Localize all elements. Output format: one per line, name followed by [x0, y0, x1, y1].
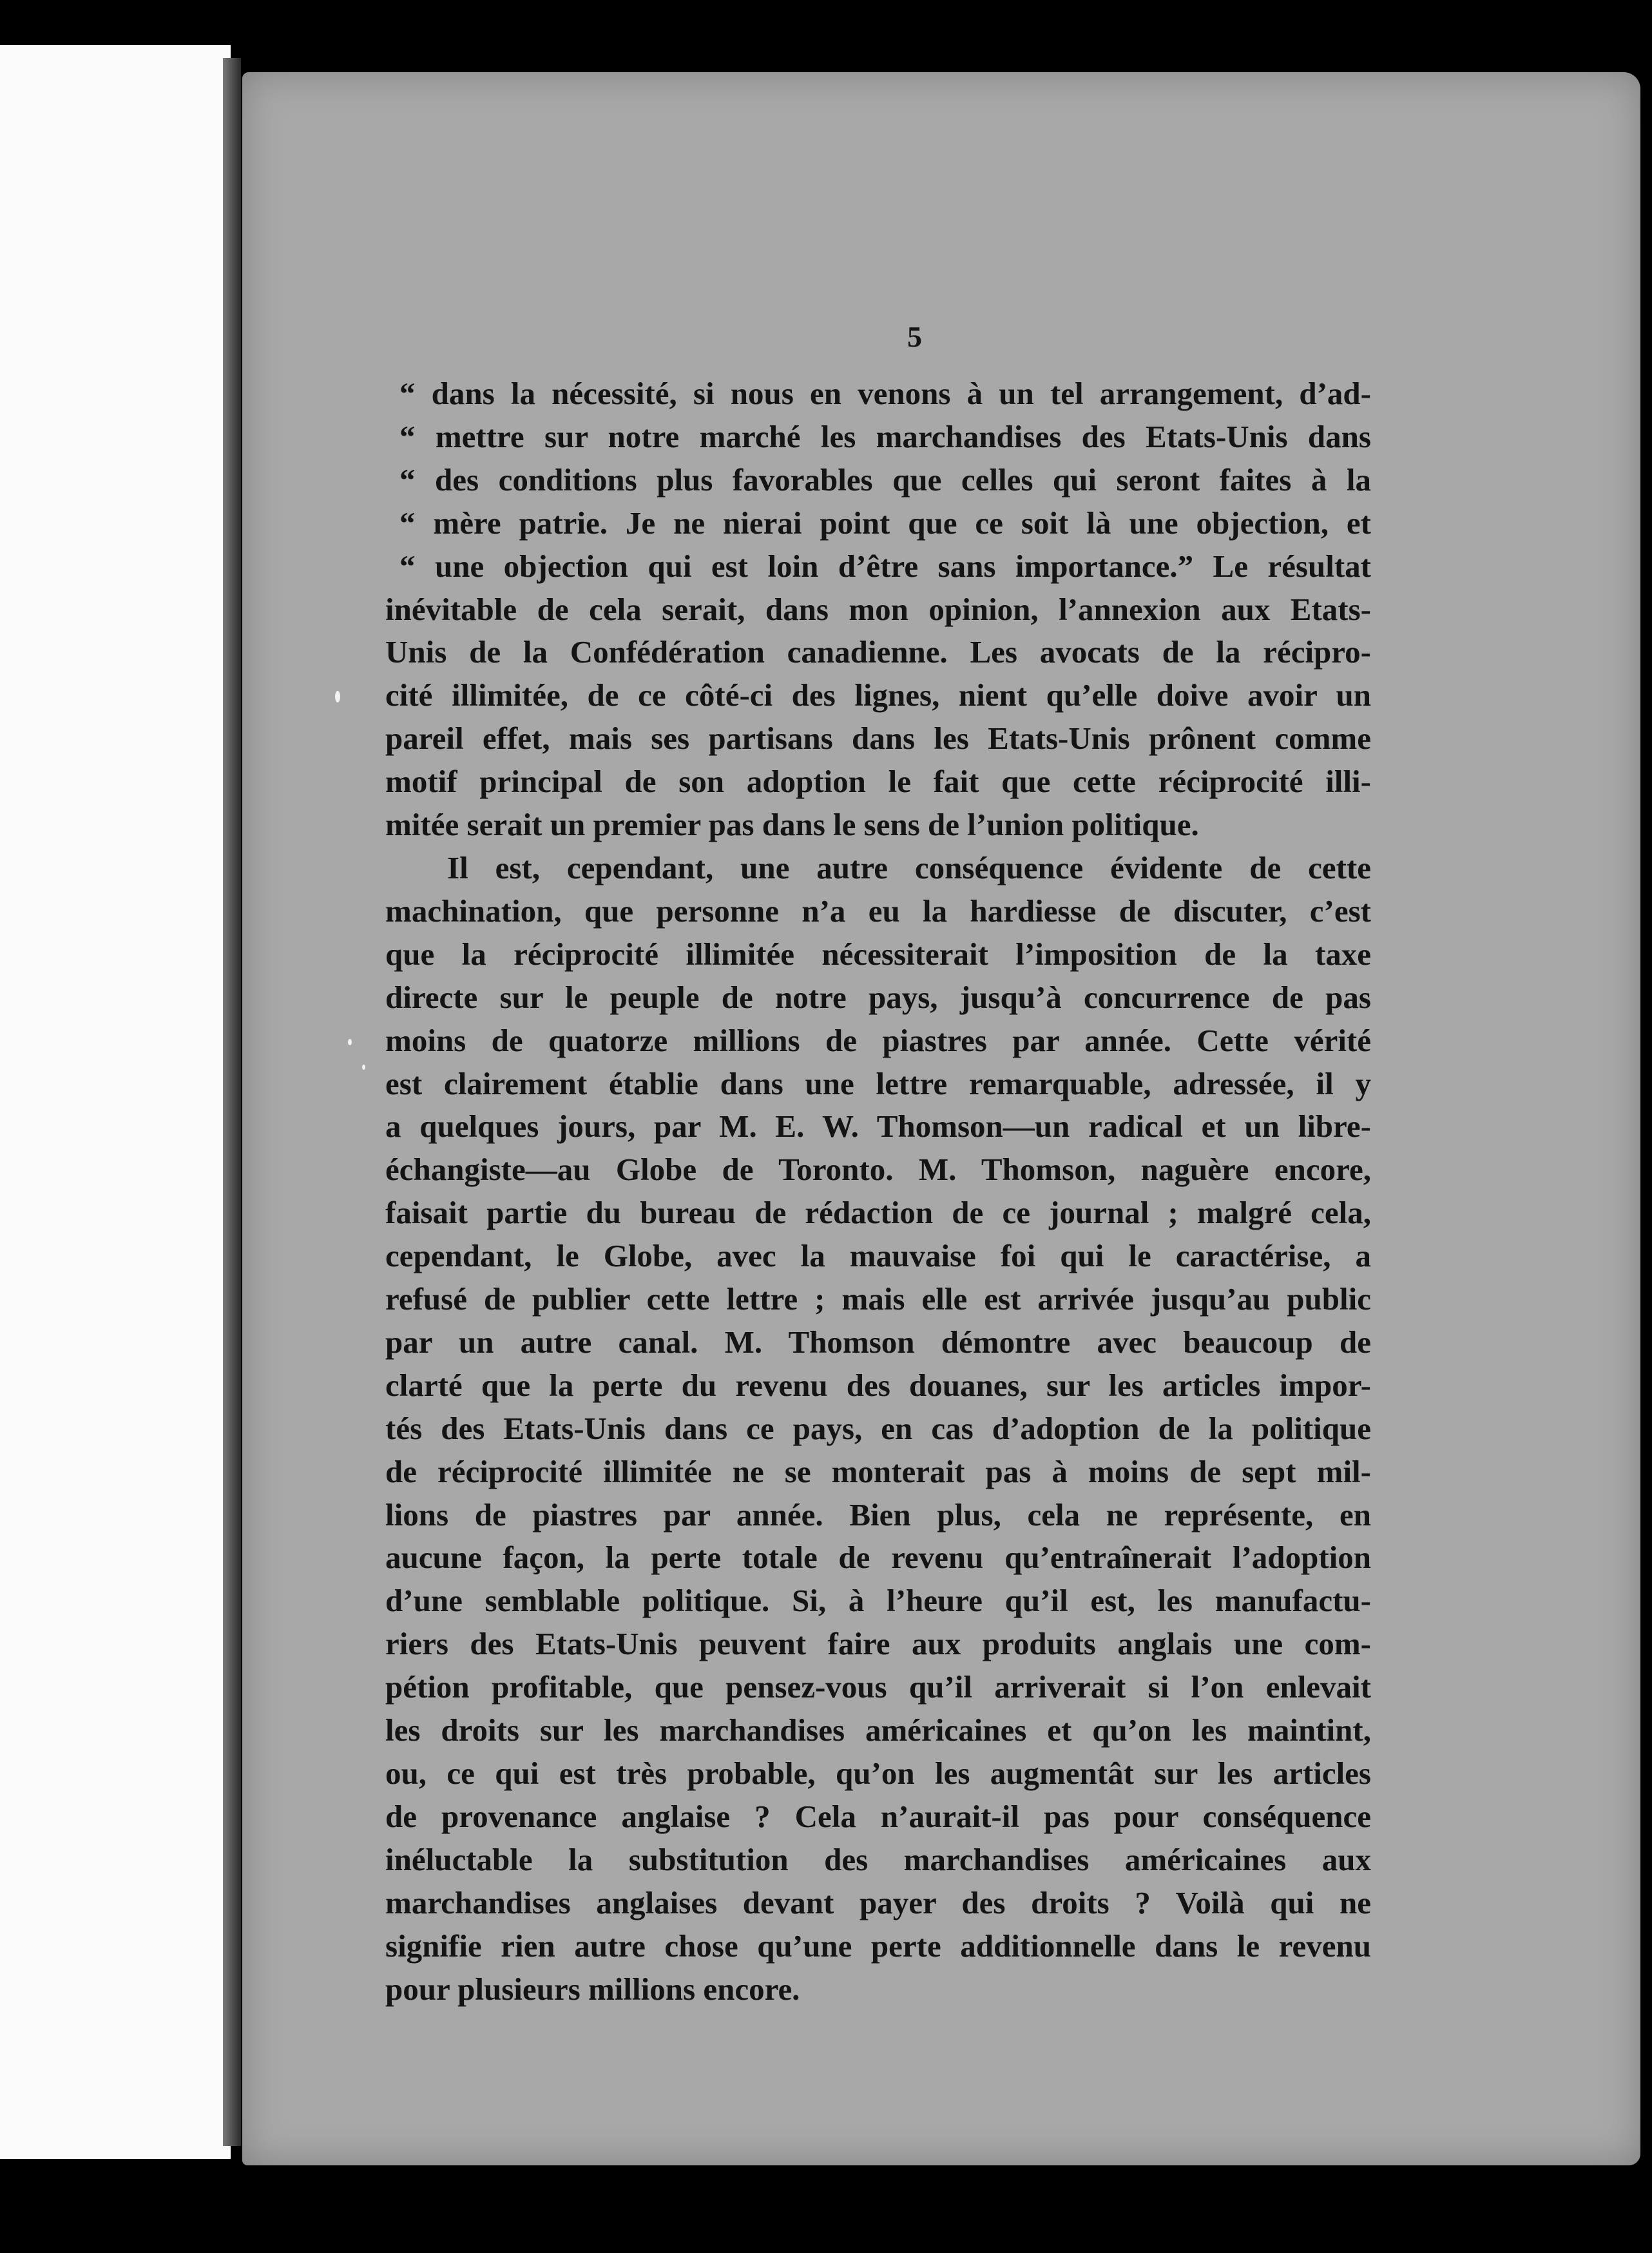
text-line: machination, que personne n’a eu la hardiesse de discuter, c’est	[385, 893, 1371, 929]
text-line: aucune façon, la perte totale de revenu qu’entraînerait l’adoption	[385, 1540, 1371, 1576]
text-line: ou, ce qui est très probable, qu’on les augmentât sur les articles	[385, 1755, 1371, 1791]
text-line: pour plusieurs millions encore.	[385, 1971, 800, 2007]
text-line: inéluctable la substitution des marchandises américaines aux	[385, 1841, 1371, 1877]
text-line: riers des Etats-Unis peuvent faire aux produits anglais une com-	[385, 1626, 1371, 1662]
text-line: “ mettre sur notre marché les marchandises des Etats-Unis dans	[399, 418, 1371, 454]
text-line: échangiste—au Globe de Toronto. M. Thomson, naguère encore,	[385, 1152, 1371, 1188]
text-line: motif principal de son adoption le fait que cette réciprocité illi-	[385, 764, 1371, 800]
scan-speck	[362, 1065, 365, 1070]
text-line: directe sur le peuple de notre pays, jusqu’à concurrence de pas	[385, 979, 1371, 1015]
text-line: de réciprocité illimitée ne se monterait pas à moins de sept mil-	[385, 1453, 1371, 1489]
text-line: cependant, le Globe, avec la mauvaise foi qui le caractérise, a	[385, 1238, 1371, 1274]
text-line: par un autre canal. M. Thomson démontre avec beaucoup de	[385, 1324, 1371, 1360]
text-line: signifie rien autre chose qu’une perte additionnelle dans le revenu	[385, 1928, 1371, 1964]
adjacent-page-strip	[0, 45, 231, 2159]
text-line: de provenance anglaise ? Cela n’aurait-il pas pour conséquence	[385, 1798, 1371, 1834]
text-line: a quelques jours, par M. E. W. Thomson—un radical et un libre-	[385, 1108, 1371, 1145]
text-line: est clairement établie dans une lettre remarquable, adressée, il y	[385, 1065, 1371, 1101]
scan-speck	[335, 691, 340, 702]
text-line: moins de quatorze millions de piastres par année. Cette vérité	[385, 1022, 1371, 1058]
text-line: inévitable de cela serait, dans mon opinion, l’annexion aux Etats-	[385, 591, 1371, 627]
text-line: “ mère patrie. Je ne nierai point que ce soit là une objection, et	[399, 505, 1371, 541]
text-line: marchandises anglaises devant payer des droits ? Voilà qui ne	[385, 1884, 1371, 1920]
text-line: faisait partie du bureau de rédaction de ce journal ; malgré cela,	[385, 1195, 1371, 1231]
text-line: cité illimitée, de ce côté-ci des lignes, nient qu’elle doive avoir un	[385, 677, 1371, 713]
text-line: refusé de publier cette lettre ; mais elle est arrivée jusqu’au public	[385, 1281, 1371, 1317]
text-line: “ des conditions plus favorables que celles qui seront faites à la	[399, 461, 1371, 498]
text-line: pétion profitable, que pensez-vous qu’il arriverait si l’on enlevait	[385, 1669, 1371, 1705]
text-line: Unis de la Confédération canadienne. Les avocats de la récipro-	[385, 634, 1371, 670]
scan-speck	[348, 1039, 352, 1045]
body-text	[385, 372, 1371, 2011]
text-line: les droits sur les marchandises américaines et qu’on les maintint,	[385, 1712, 1371, 1748]
text-line: Il est, cependant, une autre conséquence évidente de cette	[447, 849, 1371, 885]
text-line: mitée serait un premier pas dans le sens de l’union politique.	[385, 807, 1199, 843]
text-line: lions de piastres par année. Bien plus, cela ne représente, en	[385, 1496, 1371, 1533]
text-line: “ une objection qui est loin d’être sans importance.” Le résultat	[399, 548, 1371, 584]
text-line: tés des Etats-Unis dans ce pays, en cas d’adoption de la politique	[385, 1410, 1371, 1446]
text-line: que la réciprocité illimitée nécessiterait l’imposition de la taxe	[385, 936, 1371, 972]
text-line: pareil effet, mais ses partisans dans les Etats-Unis prônent comme	[385, 720, 1371, 757]
text-line: clarté que la perte du revenu des douanes, sur les articles impor-	[385, 1367, 1371, 1403]
page-gutter-shadow	[223, 58, 241, 2146]
page-number: 5	[907, 320, 922, 353]
text-line: “ dans la nécessité, si nous en venons à un tel arrangement, d’ad-	[399, 376, 1371, 411]
text-line: d’une semblable politique. Si, à l’heure qu’il est, les manufactu-	[385, 1583, 1371, 1619]
